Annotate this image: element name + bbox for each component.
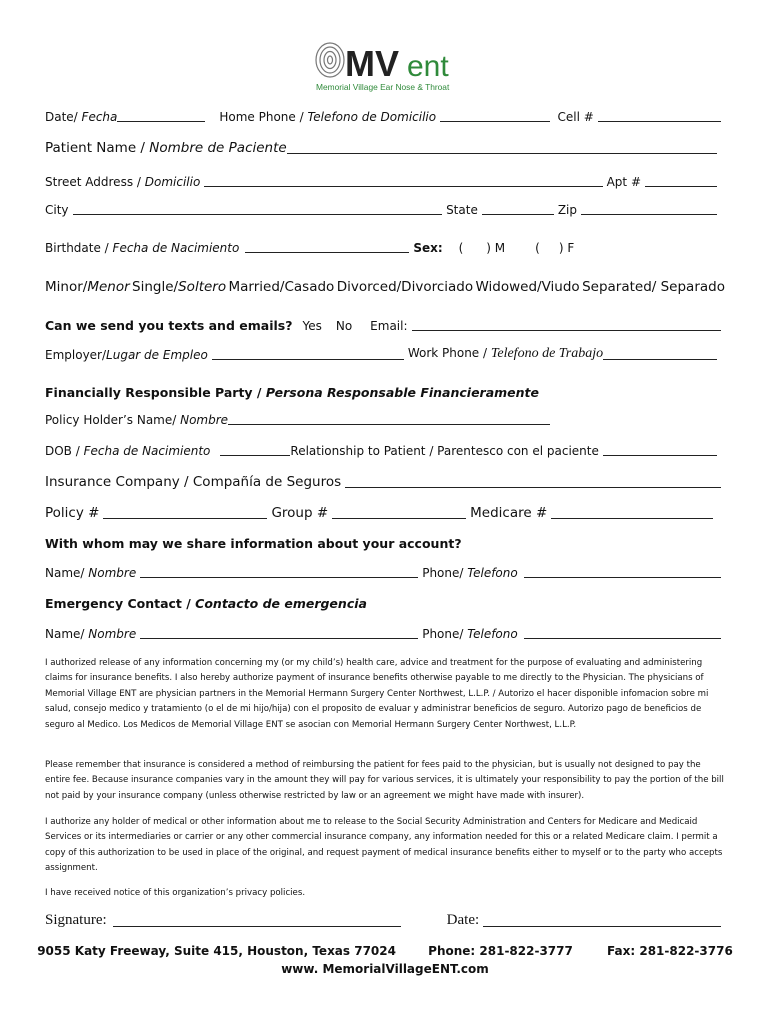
patient-name-label-es: Nombre de Paciente	[149, 140, 287, 156]
date-field[interactable]	[117, 120, 205, 122]
row-emergency-contact	[45, 627, 725, 641]
marital-option[interactable]: Minor/Menor	[45, 279, 130, 295]
employer-field[interactable]	[212, 358, 404, 360]
marital-status-row	[45, 279, 725, 295]
marital-option[interactable]: Divorced/Divorciado	[336, 279, 474, 295]
marital-option[interactable]: Widowed/Viudo	[475, 279, 580, 295]
insurance-company-field[interactable]	[345, 486, 721, 488]
policy-holder-field[interactable]	[228, 423, 550, 425]
marital-option[interactable]: Single/Soltero	[132, 279, 227, 295]
row-insurance-company	[45, 474, 725, 490]
share-name-label-es: Nombre	[88, 566, 137, 580]
row-date-phones	[45, 110, 725, 124]
work-phone-field[interactable]	[603, 358, 717, 360]
row-policy-holder	[45, 413, 725, 427]
share-phone-field[interactable]	[524, 576, 721, 578]
share-name-field[interactable]	[140, 576, 418, 578]
group-number-field[interactable]	[332, 517, 466, 519]
birthdate-label: Birthdate /	[45, 241, 113, 255]
row-dob-relationship	[45, 444, 725, 458]
contact-no-option[interactable]: No	[335, 319, 353, 333]
insurance-company-label: Insurance Company / Compañía de Seguros	[45, 474, 342, 490]
footer-website[interactable]: www. MemorialVillageENT.com	[281, 962, 489, 976]
contact-question: Can we send you texts and emails?	[45, 318, 293, 333]
marital-option[interactable]: Separated/ Separado	[582, 279, 725, 295]
row-birthdate-sex	[45, 241, 725, 255]
logo-ent: ent	[407, 50, 449, 83]
home-phone-field[interactable]	[440, 120, 549, 122]
signature-date-label: Date:	[446, 912, 480, 928]
emergency-phone-field[interactable]	[524, 637, 721, 639]
state-label: State	[446, 203, 478, 217]
patient-name-label: Patient Name /	[45, 140, 150, 156]
home-phone-label: Home Phone /	[219, 110, 308, 124]
sex-male-option[interactable]: ( ) M	[458, 241, 506, 255]
city-label: City	[45, 203, 69, 217]
relationship-label: Relationship to Patient / Parentesco con el paciente	[290, 444, 599, 458]
row-share-contact	[45, 566, 725, 580]
privacy-notice: I have received notice of this organization’s privacy policies.	[45, 888, 306, 898]
medicare-number-label: Medicare #	[470, 505, 548, 521]
emergency-heading: Emergency Contact /	[45, 596, 196, 611]
authorization-paragraph: I authorized release of any information concerning my (or my child’s) health care, advice and treatment for the purpose of evaluating and administering claims for insurance benefits. I also hereby authorize payment of insurance benefits otherwise payable to me directly to the Physician. The physicians of Memorial Village ENT are physician partners in the Memorial Hermann Surgery Center Northwest, L.L.P. / Autorizo el hacer disponible infomacion sobre mi salud, consejo medico y tratamiento (o el de mi hijo/hija) con el proposito de evaluar y administrar beneficios de seguro. Autorizo pago de beneficios de seguro al Medico. Los Medicos de Memorial Village ENT se asocian con Memorial Hermann Surgery Center Northwest, L.L.P.	[45, 658, 709, 730]
practice-logo	[313, 40, 473, 96]
policy-holder-label: Policy Holder’s Name/	[45, 413, 181, 427]
patient-name-field[interactable]	[287, 152, 717, 154]
work-phone-label-es: Telefono de Trabajo	[490, 346, 604, 361]
logo-subtitle: Memorial Village Ear Nose & Throat	[316, 82, 450, 92]
row-contact-consent	[45, 318, 725, 333]
policy-holder-label-es: Nombre	[180, 413, 229, 427]
share-phone-label: Phone/	[422, 566, 468, 580]
policy-number-field[interactable]	[103, 517, 267, 519]
birthdate-label-es: Fecha de Nacimiento	[112, 241, 240, 255]
financial-heading-es: Persona Responsable Financieramente	[265, 385, 540, 400]
footer-phone: Phone: 281-822-3777	[428, 944, 573, 958]
fingerprint-icon	[316, 43, 344, 77]
financial-heading: Financially Responsible Party /	[45, 385, 266, 400]
share-phone-label-es: Telefono	[467, 566, 518, 580]
share-question: With whom may we share information about your account?	[45, 536, 462, 551]
row-city	[45, 203, 725, 217]
policy-number-label: Policy #	[45, 505, 100, 521]
emergency-heading-es: Contacto de emergencia	[195, 596, 367, 611]
row-street	[45, 175, 725, 189]
sex-female-option[interactable]: ( ) F	[535, 241, 575, 255]
street-label: Street Address /	[45, 175, 145, 189]
street-label-es: Domicilio	[144, 175, 201, 189]
relationship-field[interactable]	[603, 454, 717, 456]
medicare-number-field[interactable]	[551, 517, 713, 519]
email-field[interactable]	[412, 329, 721, 331]
logo-mv: MV	[345, 43, 399, 84]
emergency-phone-label: Phone/	[422, 627, 468, 641]
insurance-notice-paragraph: Please remember that insurance is considered a method of reimbursing the patient for fees paid to the physician, but is usually not designed to pay the entire fee. Because insurance companies vary in the amount they will pay for various services, it is ultimately your responsibility to pay the portion of the bill not paid by your insurance company (unless otherwise restricted by law or an agreement we might have made with insurer).	[45, 760, 724, 801]
row-policy-numbers	[45, 505, 725, 521]
apt-field[interactable]	[645, 185, 717, 187]
birthdate-field[interactable]	[245, 251, 409, 253]
medicare-authorization-paragraph: I authorize any holder of medical or other information about me to release to the Social Security Administration and Centers for Medicare and Medicaid Services or its intermediaries or carrier or any other commercial insurance company, any information needed for this or a related Medicare claim. I permit a copy of this authorization to be used in place of the original, and request payment of medical insurance benefits either to myself or to the party who accepts assignment.	[45, 817, 723, 874]
share-name-label: Name/	[45, 566, 89, 580]
signature-row	[45, 912, 725, 929]
employer-label: Employer/	[45, 348, 107, 362]
dob-field[interactable]	[220, 454, 290, 456]
footer-contact-line	[0, 944, 770, 958]
row-patient-name	[45, 140, 725, 156]
signature-label: Signature:	[45, 912, 107, 928]
email-label: Email:	[370, 319, 408, 333]
zip-field[interactable]	[581, 213, 717, 215]
footer-address: 9055 Katy Freeway, Suite 415, Houston, Texas 77024	[37, 944, 396, 958]
emergency-heading-row	[45, 596, 725, 611]
cell-field[interactable]	[598, 120, 721, 122]
emergency-name-label: Name/	[45, 627, 89, 641]
cell-label: Cell #	[557, 110, 594, 124]
state-field[interactable]	[482, 213, 554, 215]
sex-label: Sex:	[413, 241, 443, 255]
marital-option[interactable]: Married/Casado	[228, 279, 335, 295]
share-heading-row	[45, 536, 725, 551]
signature-date-field[interactable]	[483, 925, 721, 927]
city-field[interactable]	[73, 213, 443, 215]
date-label: Date/	[45, 110, 82, 124]
footer-fax: Fax: 281-822-3776	[607, 944, 733, 958]
emergency-phone-label-es: Telefono	[467, 627, 518, 641]
dob-label: DOB /	[45, 444, 84, 458]
street-field[interactable]	[204, 185, 602, 187]
work-phone-label: Work Phone /	[407, 346, 491, 360]
financial-heading-row	[45, 385, 725, 400]
employer-label-es: Lugar de Empleo	[106, 348, 208, 362]
date-label-es: Fecha	[81, 110, 118, 124]
dob-label-es: Fecha de Nacimiento	[83, 444, 211, 458]
row-employer	[45, 346, 725, 362]
apt-label: Apt #	[606, 175, 641, 189]
home-phone-label-es: Telefono de Domicilio	[307, 110, 437, 124]
emergency-name-label-es: Nombre	[88, 627, 137, 641]
emergency-name-field[interactable]	[140, 637, 418, 639]
group-number-label: Group #	[271, 505, 329, 521]
contact-yes-option[interactable]: Yes	[302, 319, 322, 333]
zip-label: Zip	[557, 203, 577, 217]
signature-field[interactable]	[113, 925, 401, 927]
